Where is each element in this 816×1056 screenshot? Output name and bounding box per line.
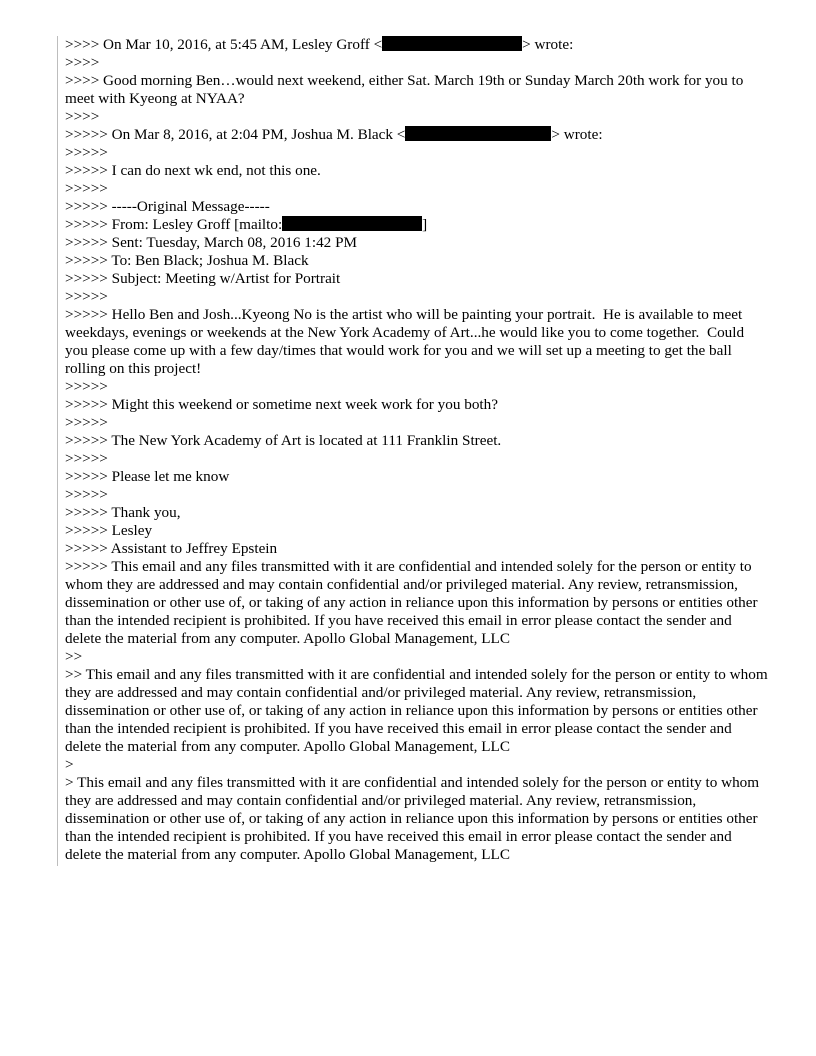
original-message-separator: >>>>> -----Original Message----- — [65, 198, 270, 215]
quote-marker: >>>>> — [65, 378, 108, 395]
quote-marker: >>>>> — [65, 180, 108, 197]
signature-line: >>>>> Lesley — [65, 522, 153, 539]
confidentiality-disclaimer: >> This email and any files transmitted with it are confidential and intended solely for the person or entity to whom they are addressed and may contain confidential and/or privileged material. Any review, retransmission, dissemination or other use of, or taking of any action in reliance upon this information by persons or entities other than the intended recipient is prohibited. If you have received this email in error please contact the sender and delete the material from any computer. Apollo Global Management, LLC — [65, 666, 772, 755]
message-body: >>>>> The New York Academy of Art is located at 111 Franklin Street. — [65, 432, 502, 449]
quote-marker: >>>>> — [65, 414, 108, 431]
quote-marker: >> — [65, 648, 83, 665]
message-body: >>>>> Hello Ben and Josh...Kyeong No is the artist who will be painting your portrait. He is available to meet weekdays, evenings or weekends at the New York Academy of Art...he would like you to come together. Could you please come up with a few day/times that would work for you and we will set up a meeting to get the ball rolling on this project! — [65, 306, 748, 377]
redaction-block — [382, 36, 522, 51]
quote-marker: >>>>> — [65, 450, 108, 467]
confidentiality-disclaimer: > This email and any files transmitted with it are confidential and intended solely for the person or entity to whom they are addressed and may contain confidential and/or privileged material. Any review, retransmission, dissemination or other use of, or taking of any action in reliance upon this information by persons or entities other than the intended recipient is prohibited. If you have received this email in error please contact the sender and delete the material from any computer. Apollo Global Management, LLC — [65, 774, 763, 863]
quote-marker: >>>>> — [65, 144, 108, 161]
quote-marker: >>>> — [65, 54, 100, 71]
quote-marker: >>>>> — [65, 486, 108, 503]
message-body: >>>> Good morning Ben…would next weekend, either Sat. March 19th or Sunday March 20th work for you to meet with Kyeong at NYAA? — [65, 72, 748, 107]
quoted-header-lesley: >>>> On Mar 10, 2016, at 5:45 AM, Lesley Groff < > wrote: — [65, 36, 574, 53]
quote-marker: >>>>> — [65, 288, 108, 305]
confidentiality-disclaimer: >>>>> This email and any files transmitted with it are confidential and intended solely for the person or entity to whom they are addressed and may contain confidential and/or privileged material. Any review, retransmission, dissemination or other use of, or taking of any action in reliance upon this information by persons or entities other than the intended recipient is prohibited. If you have received this email in error please contact the sender and delete the material from any computer. Apollo Global Management, LLC — [65, 558, 762, 647]
signature-line: >>>>> Assistant to Jeffrey Epstein — [65, 540, 278, 557]
quote-marker: > — [65, 756, 74, 773]
message-body: >>>>> I can do next wk end, not this one. — [65, 162, 321, 179]
quote-marker: >>>> — [65, 108, 100, 125]
message-body: >>>>> Please let me know — [65, 468, 230, 485]
to-header: >>>>> To: Ben Black; Joshua M. Black — [65, 252, 309, 269]
subject-header: >>>>> Subject: Meeting w/Artist for Portrait — [65, 270, 341, 287]
from-header: >>>>> From: Lesley Groff [mailto: ] — [65, 216, 428, 233]
sent-header: >>>>> Sent: Tuesday, March 08, 2016 1:42 PM — [65, 234, 358, 251]
signature-line: >>>>> Thank you, — [65, 504, 181, 521]
email-thread-document — [57, 36, 772, 866]
message-body: >>>>> Might this weekend or sometime next week work for you both? — [65, 396, 498, 413]
redaction-block — [282, 216, 422, 231]
quoted-header-joshua: >>>>> On Mar 8, 2016, at 2:04 PM, Joshua M. Black < > wrote: — [65, 126, 603, 143]
redaction-block — [405, 126, 551, 141]
